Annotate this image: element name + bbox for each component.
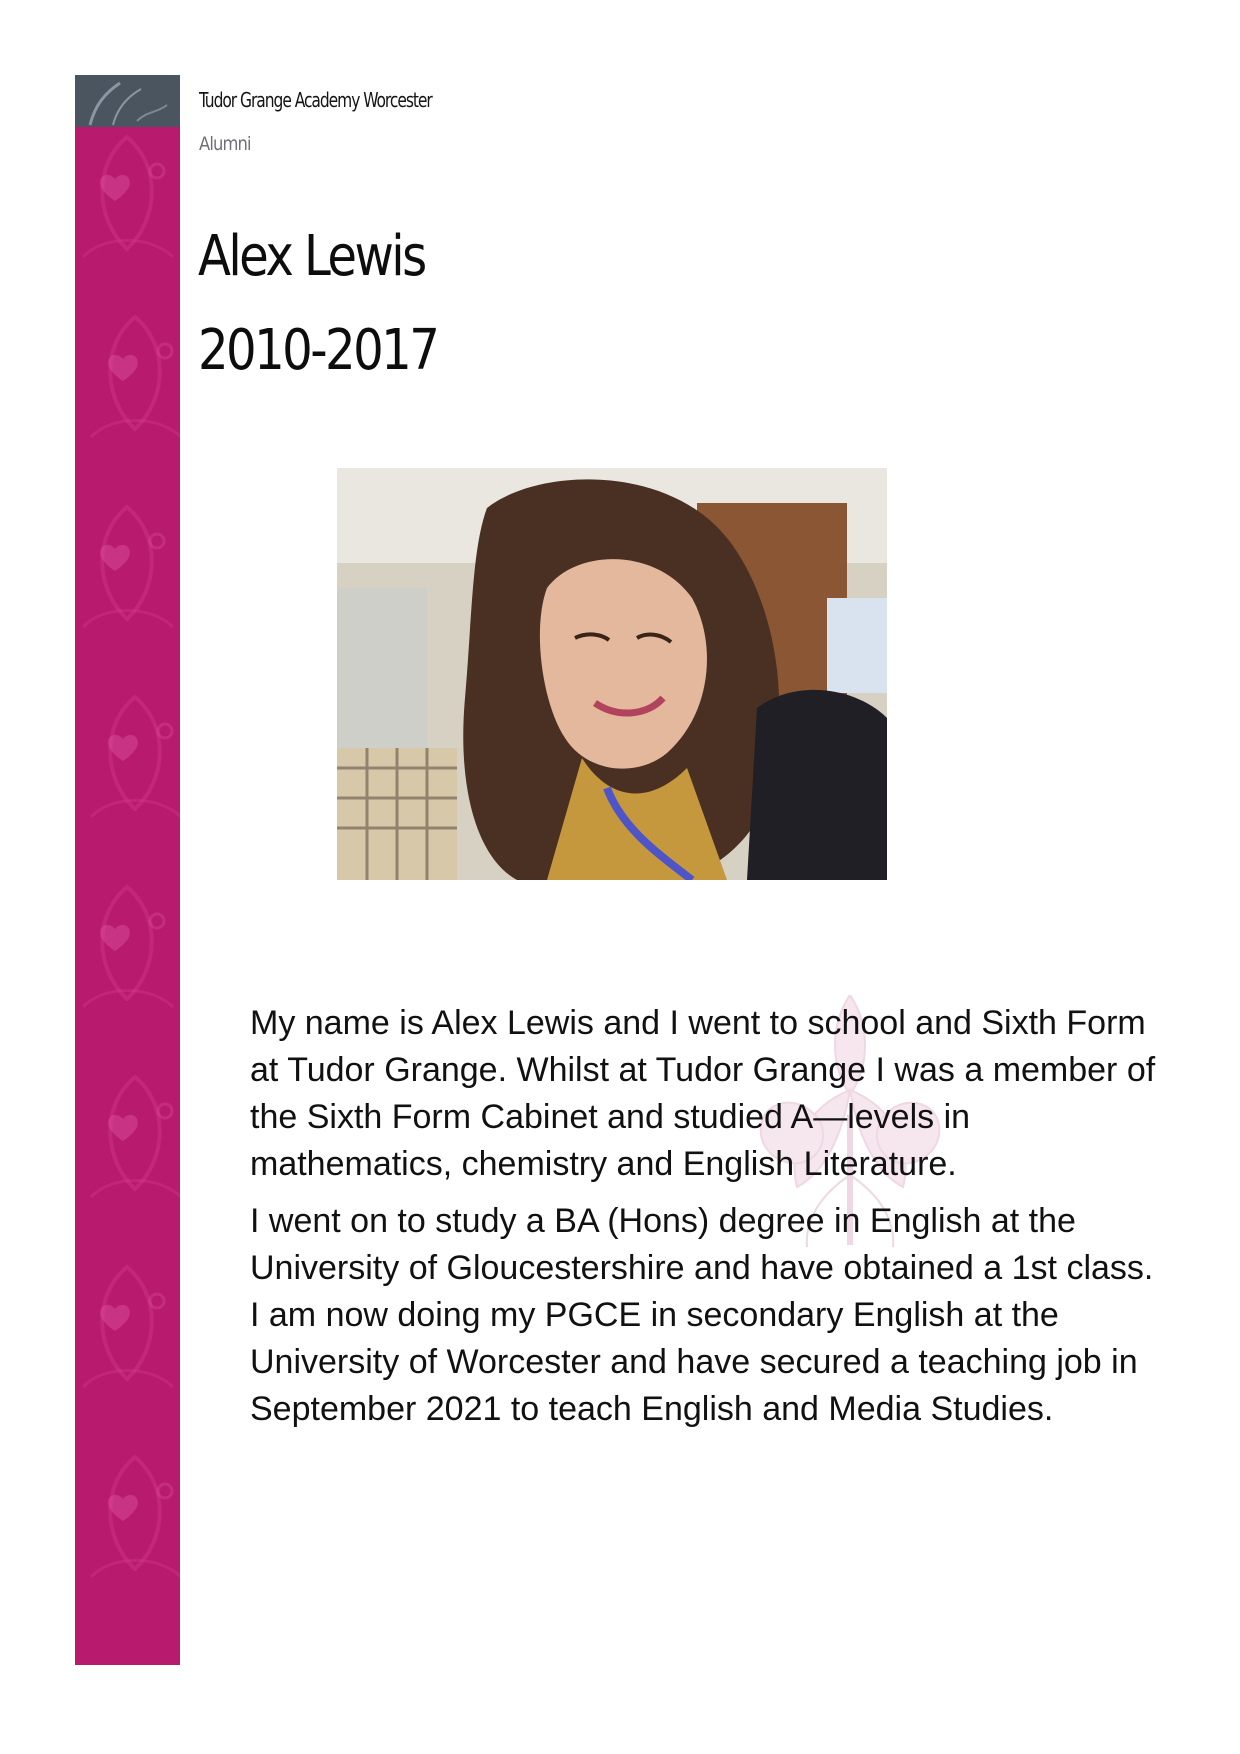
portrait-image [337, 468, 887, 880]
body-paragraph: I went on to study a BA (Hons) degree in English at the University of Gloucestershire and have obtained a 1st class. I am now doing my PGCE in secondary English at the University of Worcester and have secured a teaching job in September 2021 to teach English and Media Studies. [250, 1202, 1154, 1428]
section-label: Alumni [199, 133, 251, 155]
leaf-ornament-icon [75, 75, 180, 127]
school-name: Tudor Grange Academy Worcester [199, 88, 432, 112]
alumni-name: Alex Lewis [198, 224, 425, 289]
sidebar-top-block [75, 75, 180, 127]
attendance-years: 2010-2017 [198, 318, 438, 383]
sidebar-decorative-band [75, 75, 180, 1665]
body-text [250, 1000, 1170, 1443]
body-paragraph: My name is Alex Lewis and I went to school and Sixth Form at Tudor Grange. Whilst at Tudor Grange I was a member of the Sixth Form Cabinet and studied A—levels in mathematics, chemistry and English Literature. [250, 1004, 1156, 1183]
floral-pattern-icon [75, 127, 180, 1665]
portrait-photo [337, 468, 887, 880]
